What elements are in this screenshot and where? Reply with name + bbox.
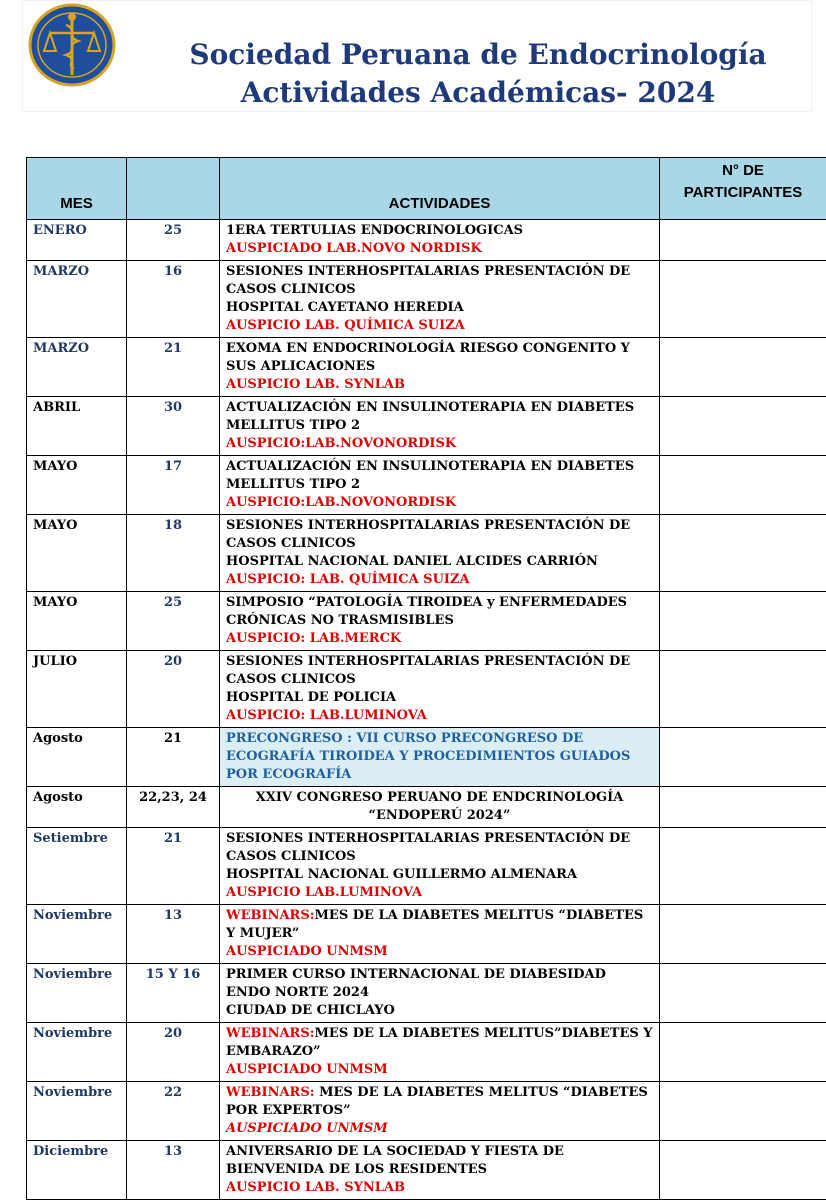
table-row	[27, 592, 826, 651]
day-cell: 22	[127, 1082, 220, 1141]
sponsor-line: AUSPICIO LAB. SYNLAB	[226, 1180, 405, 1195]
table-row	[27, 1082, 826, 1141]
day-cell: 25	[127, 592, 220, 651]
day-cell: 21	[127, 728, 220, 787]
day-cell: 16	[127, 261, 220, 338]
sponsor-line: AUSPICIADO LAB.NOVO NORDISK	[226, 241, 482, 256]
activity-cell	[220, 592, 660, 651]
activity-line: 1ERA TERTULIAS ENDOCRINOLOGICAS	[226, 223, 524, 238]
participants-cell	[660, 787, 826, 828]
table-row	[27, 728, 826, 787]
document-title: Actividades Académicas- 2024	[240, 76, 716, 109]
activity-text: MES DE LA DIABETES MELITUS “DIABETES Y MUJER”	[226, 908, 644, 941]
table-row	[27, 338, 826, 397]
activity-cell	[220, 456, 660, 515]
col-header-dia	[127, 158, 220, 220]
activity-cell	[220, 905, 660, 964]
document-header	[22, 0, 812, 112]
webinar-label: WEBINARS:	[226, 1026, 315, 1041]
month-cell: ABRIL	[27, 397, 127, 456]
month-cell: Setiembre	[27, 828, 127, 905]
participants-cell	[660, 1082, 826, 1141]
table-row	[27, 905, 826, 964]
sponsor-line: AUSPICIO: LAB.LUMINOVA	[226, 708, 427, 723]
day-cell: 17	[127, 456, 220, 515]
webinar-label: WEBINARS:	[226, 908, 315, 923]
activity-title: “ENDOPERÚ 2024”	[368, 808, 511, 823]
activity-line: ANIVERSARIO DE LA SOCIEDAD Y FIESTA DE BIENVENIDA DE LOS RESIDENTES	[226, 1144, 564, 1177]
table-row	[27, 220, 826, 261]
activity-line: PRIMER CURSO INTERNACIONAL DE DIABESIDAD ENDO NORTE 2024	[226, 967, 606, 1000]
day-cell: 30	[127, 397, 220, 456]
activity-cell	[220, 1023, 660, 1082]
day-cell: 13	[127, 905, 220, 964]
month-cell: MARZO	[27, 261, 127, 338]
day-cell: 18	[127, 515, 220, 592]
sponsor-line: AUSPICIADO UNMSM	[226, 1062, 388, 1077]
activity-line: SESIONES INTERHOSPITALARIAS PRESENTACIÓN DE CASOS CLINICOS	[226, 518, 631, 551]
activity-cell	[220, 220, 660, 261]
sponsor-line: AUSPICIO:LAB.NOVONORDISK	[226, 495, 457, 510]
participants-cell	[660, 338, 826, 397]
sponsor-line: AUSPICIO LAB. SYNLAB	[226, 377, 405, 392]
activity-cell	[220, 1141, 660, 1200]
participants-cell	[660, 728, 826, 787]
participants-cell	[660, 515, 826, 592]
participants-cell	[660, 1141, 826, 1200]
col-header-actividades: ACTIVIDADES	[220, 158, 660, 220]
day-cell: 21	[127, 338, 220, 397]
activity-cell	[220, 1082, 660, 1141]
month-cell: Noviembre	[27, 964, 127, 1023]
sponsor-line: AUSPICIADO UNMSM	[226, 944, 388, 959]
webinar-label: WEBINARS:	[226, 1085, 320, 1100]
activity-title	[226, 907, 653, 943]
month-cell: ENERO	[27, 220, 127, 261]
activity-line: SESIONES INTERHOSPITALARIAS PRESENTACIÓN DE CASOS CLINICOS	[226, 654, 631, 687]
activity-text: MES DE LA DIABETES MELITUS”DIABETES Y EMBARAZO”	[226, 1026, 653, 1059]
day-cell: 20	[127, 1023, 220, 1082]
participants-cell	[660, 1023, 826, 1082]
activity-line: HOSPITAL NACIONAL GUILLERMO ALMENARA	[226, 867, 578, 882]
activity-title: PRECONGRESO : VII CURSO PRECONGRESO DE ECOGRAFÍA TIROIDEA Y PROCEDIMIENTOS GUIADOS POR ECOGRAFÍA	[226, 731, 631, 782]
month-cell: Noviembre	[27, 1082, 127, 1141]
activity-title: XXIV CONGRESO PERUANO DE ENDCRINOLOGÍA	[255, 790, 624, 805]
participants-cell	[660, 651, 826, 728]
day-cell: 20	[127, 651, 220, 728]
activities-table	[26, 157, 826, 1200]
table-row	[27, 456, 826, 515]
month-cell: JULIO	[27, 651, 127, 728]
day-cell: 13	[127, 1141, 220, 1200]
activity-cell	[220, 728, 660, 787]
activity-cell	[220, 787, 660, 828]
participants-cell	[660, 592, 826, 651]
participants-cell	[660, 964, 826, 1023]
table-row	[27, 397, 826, 456]
table-row	[27, 1023, 826, 1082]
month-cell: MARZO	[27, 338, 127, 397]
activity-cell	[220, 651, 660, 728]
month-cell: Agosto	[27, 787, 127, 828]
month-cell: Diciembre	[27, 1141, 127, 1200]
table-row	[27, 515, 826, 592]
table-row	[27, 1141, 826, 1200]
activity-line: HOSPITAL DE POLICIA	[226, 690, 397, 705]
month-cell: Agosto	[27, 728, 127, 787]
table-row	[27, 964, 826, 1023]
month-cell: MAYO	[27, 515, 127, 592]
activity-cell	[220, 515, 660, 592]
day-cell: 25	[127, 220, 220, 261]
month-cell: Noviembre	[27, 905, 127, 964]
activity-title	[226, 1084, 653, 1120]
activity-line: ACTUALIZACIÓN EN INSULINOTERAPIA EN DIABETES MELLITUS TIPO 2	[226, 459, 635, 492]
sponsor-line: AUSPICIADO UNMSM	[226, 1121, 388, 1136]
activity-cell	[220, 261, 660, 338]
table-row	[27, 651, 826, 728]
activity-line: HOSPITAL CAYETANO HEREDIA	[226, 300, 464, 315]
sponsor-line: AUSPICIO LAB.LUMINOVA	[226, 885, 423, 900]
society-name: Sociedad Peruana de Endocrinología	[189, 38, 767, 71]
month-cell: MAYO	[27, 592, 127, 651]
activity-cell	[220, 338, 660, 397]
participants-cell	[660, 220, 826, 261]
sponsor-line: AUSPICIO:LAB.NOVONORDISK	[226, 436, 457, 451]
participants-cell	[660, 456, 826, 515]
activity-line: CIUDAD DE CHICLAYO	[226, 1003, 395, 1018]
activity-cell	[220, 964, 660, 1023]
sponsor-line: AUSPICIO LAB. QUÍMICA SUIZA	[226, 318, 465, 333]
participants-cell	[660, 905, 826, 964]
day-cell: 21	[127, 828, 220, 905]
participants-cell	[660, 261, 826, 338]
col-header-participantes: N° DE PARTICIPANTES	[660, 158, 826, 220]
activity-cell	[220, 397, 660, 456]
day-cell: 22,23, 24	[127, 787, 220, 828]
table-row	[27, 787, 826, 828]
col-header-mes: MES	[27, 158, 127, 220]
day-cell: 15 Y 16	[127, 964, 220, 1023]
activity-line: SESIONES INTERHOSPITALARIAS PRESENTACIÓN DE CASOS CLINICOS	[226, 831, 631, 864]
activity-title	[226, 1025, 653, 1061]
activity-line: EXOMA EN ENDOCRINOLOGÍA RIESGO CONGENITO Y SUS APLICACIONES	[226, 341, 630, 374]
activity-line: ACTUALIZACIÓN EN INSULINOTERAPIA EN DIABETES MELLITUS TIPO 2	[226, 400, 635, 433]
sponsor-line: AUSPICIO: LAB.MERCK	[226, 631, 402, 646]
activity-line: HOSPITAL NACIONAL DANIEL ALCIDES CARRIÓN	[226, 554, 598, 569]
participants-cell	[660, 828, 826, 905]
table-row	[27, 828, 826, 905]
month-cell: Noviembre	[27, 1023, 127, 1082]
participants-cell	[660, 397, 826, 456]
table-row	[27, 261, 826, 338]
sponsor-line: AUSPICIO: LAB. QUÍMICA SUIZA	[226, 572, 470, 587]
month-cell: MAYO	[27, 456, 127, 515]
activity-text: MES DE LA DIABETES MELITUS “DIABETES POR EXPERTOS”	[226, 1085, 648, 1118]
activity-line: SIMPOSIO “PATOLOGÍA TIROIDEA y ENFERMEDADES CRÓNICAS NO TRASMISIBLES	[226, 595, 628, 628]
activity-cell	[220, 828, 660, 905]
activity-line: SESIONES INTERHOSPITALARIAS PRESENTACIÓN DE CASOS CLINICOS	[226, 264, 631, 297]
society-logo	[28, 3, 116, 87]
